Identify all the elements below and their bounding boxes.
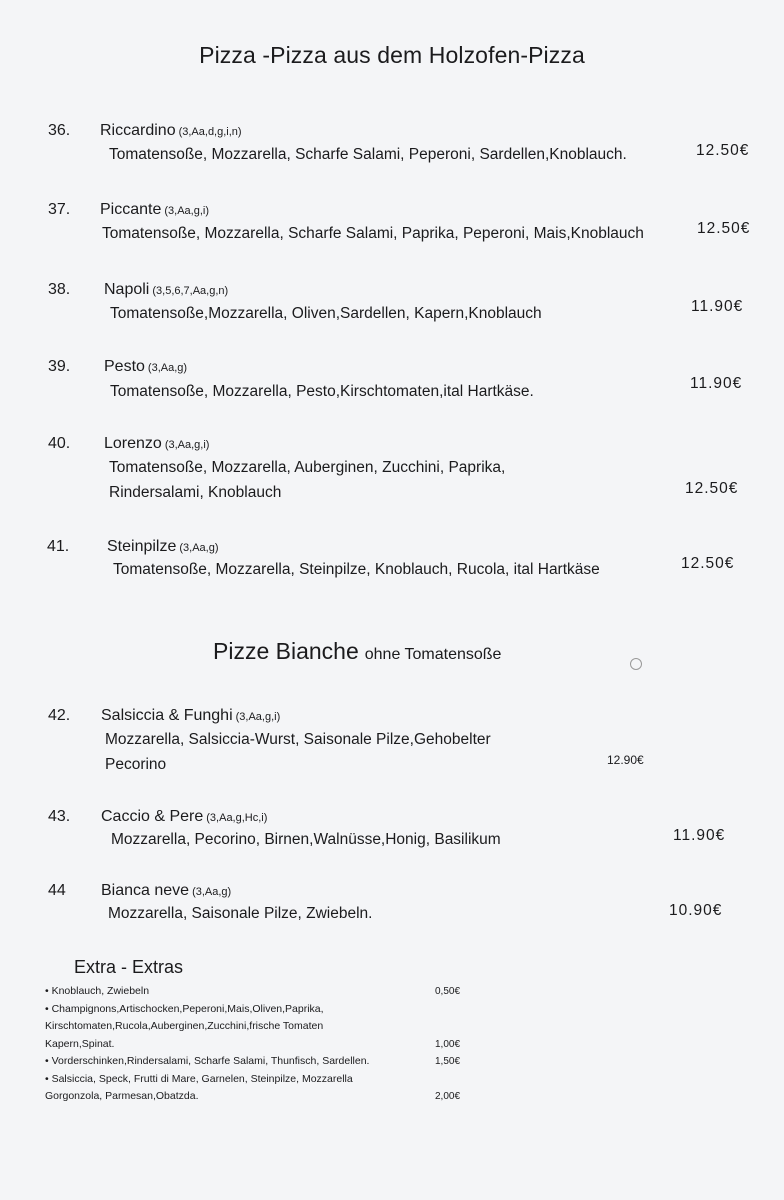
- item-number: 44: [48, 882, 66, 899]
- item-description: Mozzarella, Salsiccia-Wurst, Saisonale Pilze,Gehobelter: [105, 731, 491, 748]
- extra-text: Kirschtomaten,Rucola,Auberginen,Zucchini,frische Tomaten: [45, 1020, 324, 1032]
- allergen-codes: (3,Aa,g,i): [164, 439, 210, 451]
- extra-line: [45, 1053, 485, 1071]
- item-name-line: [100, 201, 209, 219]
- item-price: 12.50€: [681, 555, 735, 572]
- extras-list: [45, 983, 485, 1106]
- page-title: Pizza -Pizza aus dem Holzofen-Pizza: [199, 42, 585, 68]
- item-name-line: [101, 808, 267, 826]
- extra-text: Kapern,Spinat.: [45, 1037, 115, 1050]
- item-price: 11.90€: [690, 375, 743, 392]
- allergen-codes: (3,5,6,7,Aa,g,n): [152, 285, 229, 297]
- item-name-line: [104, 281, 228, 299]
- extra-price: 2,00€: [435, 1091, 461, 1102]
- extra-line: [45, 983, 485, 1001]
- extra-text: • Vorderschinken,Rindersalami, Scharfe Salami, Thunfisch, Sardellen.: [45, 1055, 370, 1067]
- item-description: Pecorino: [105, 756, 167, 773]
- allergen-codes: (3,Aa,d,g,i,n): [178, 126, 242, 138]
- item-name: Salsiccia & Funghi: [101, 707, 233, 724]
- item-name: Caccio & Pere: [101, 808, 204, 825]
- item-name-line: [104, 358, 187, 376]
- item-description: Tomatensoße, Mozzarella, Scharfe Salami, Peperoni, Sardellen,Knoblauch.: [109, 146, 627, 163]
- extra-text: Gorgonzola, Parmesan,Obatzda.: [45, 1090, 199, 1102]
- extra-price: 1,50€: [435, 1056, 461, 1067]
- item-number: 41.: [47, 538, 70, 555]
- extras-title: Extra - Extras: [74, 957, 184, 977]
- item-description: Tomatensoße, Mozzarella, Steinpilze, Knoblauch, Rucola, ital Hartkäse: [113, 561, 600, 578]
- item-number: 38.: [48, 281, 71, 298]
- item-description: Mozzarella, Pecorino, Birnen,Walnüsse,Honig, Basilikum: [111, 831, 501, 848]
- extra-text: • Knoblauch, Zwiebeln: [45, 985, 150, 997]
- item-name: Riccardino: [100, 122, 176, 139]
- item-name: Pesto: [104, 358, 145, 375]
- extra-price: 0,50€: [435, 986, 461, 997]
- allergen-codes: (3,Aa,g,Hc,i): [206, 812, 268, 824]
- extra-line: [45, 1018, 485, 1036]
- item-name-line: [107, 538, 219, 556]
- extra-line: [45, 1071, 485, 1089]
- section-subtitle: ohne Tomatensoße: [364, 646, 502, 663]
- item-price: 10.90€: [669, 902, 723, 919]
- item-name-line: [101, 882, 231, 900]
- extra-text: • Champignons,Artischocken,Peperoni,Mais,Oliven,Paprika,: [45, 1002, 324, 1015]
- extra-price: 1,00€: [435, 1038, 461, 1050]
- item-number: 37.: [48, 201, 71, 218]
- item-name: Piccante: [100, 201, 162, 218]
- item-number: 39.: [48, 358, 71, 375]
- item-description: Tomatensoße, Mozzarella, Scharfe Salami, Paprika, Peperoni, Mais,Knoblauch: [102, 225, 644, 242]
- allergen-codes: (3,Aa,g): [192, 886, 232, 898]
- item-description: Tomatensoße, Mozzarella, Auberginen, Zucchini, Paprika,: [109, 459, 506, 476]
- item-description: Mozzarella, Saisonale Pilze, Zwiebeln.: [108, 905, 373, 922]
- item-price: 12.50€: [696, 142, 750, 159]
- extra-text: • Salsiccia, Speck, Frutti di Mare, Garnelen, Steinpilze, Mozzarella: [45, 1072, 353, 1085]
- item-number: 43.: [48, 808, 71, 825]
- item-name: Napoli: [104, 281, 150, 298]
- extra-line: [45, 1001, 485, 1019]
- extra-line: [45, 1036, 485, 1054]
- item-price: 12.50€: [685, 480, 739, 497]
- section-title: Pizze Bianche: [213, 638, 359, 664]
- allergen-codes: (3,Aa,g,i): [164, 205, 210, 217]
- allergen-codes: (3,Aa,g): [147, 362, 188, 374]
- allergen-codes: (3,Aa,g): [179, 542, 219, 554]
- item-price: 12.50€: [697, 220, 751, 237]
- extra-line: [45, 1088, 485, 1106]
- item-price: 12.90€: [607, 753, 644, 767]
- item-name: Lorenzo: [104, 435, 162, 452]
- allergen-codes: (3,Aa,g,i): [235, 711, 281, 723]
- item-name: Steinpilze: [107, 538, 177, 555]
- item-name-line: [104, 435, 209, 453]
- item-price: 11.90€: [691, 298, 744, 315]
- item-description: Tomatensoße,Mozzarella, Oliven,Sardellen, Kapern,Knoblauch: [110, 305, 542, 322]
- item-description: Tomatensoße, Mozzarella, Pesto,Kirschtomaten,ital Hartkäse.: [110, 383, 534, 400]
- item-number: 36.: [48, 122, 71, 139]
- item-description: Rindersalami, Knoblauch: [109, 484, 282, 501]
- item-name-line: [100, 122, 242, 140]
- item-name-line: [101, 707, 280, 725]
- item-number: 40.: [48, 435, 71, 452]
- item-price: 11.90€: [673, 827, 726, 844]
- item-name: Bianca neve: [101, 882, 190, 899]
- item-number: 42.: [48, 707, 71, 724]
- paper-speck: [630, 658, 642, 670]
- section-heading-bianche: [213, 638, 501, 665]
